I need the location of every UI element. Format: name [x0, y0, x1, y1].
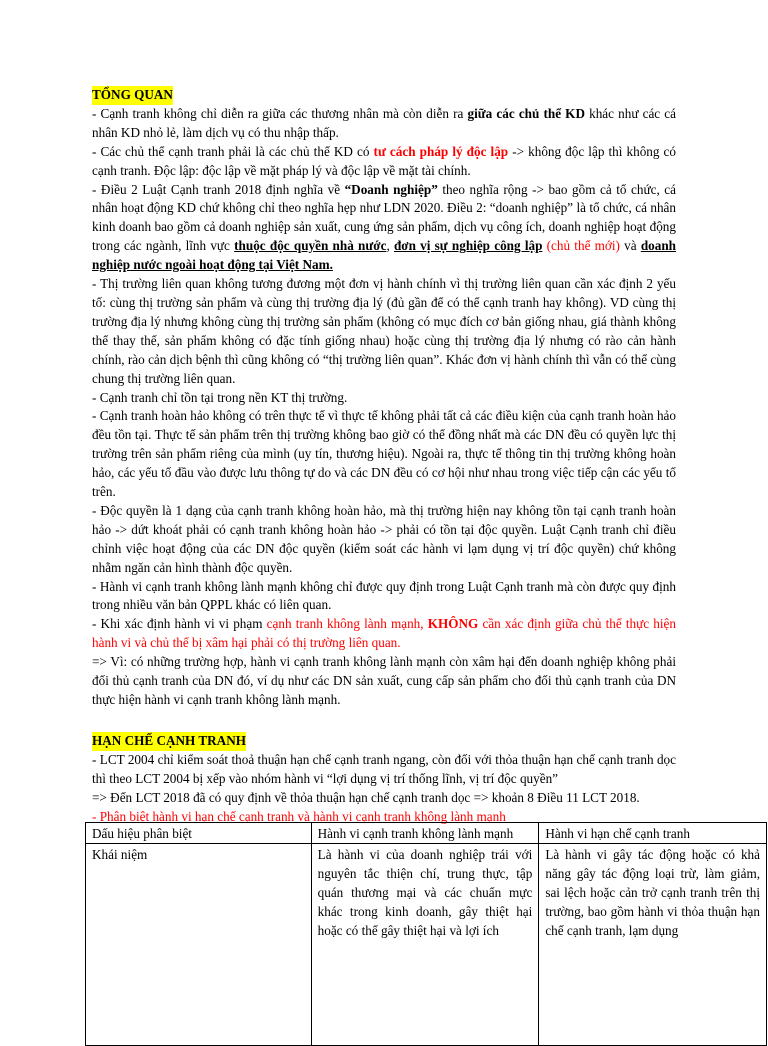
document-body — [92, 86, 676, 826]
paragraph: - Các chủ thể cạnh tranh phải là các chủ thể KD có tư cách pháp lý độc lập -> không độc lập thì không có cạnh tranh. Độc lập: độc lập về mặt pháp lý và độc lập về mặt tài chính. — [92, 143, 677, 178]
paragraph: - Cạnh tranh chỉ tồn tại trong nền KT thị trường. — [92, 389, 348, 405]
paragraph: - Độc quyền là 1 dạng của cạnh tranh không hoàn hảo, mà thị trường hiện nay không tồn tại cạnh tranh hoàn hảo -> dứt khoát phải có cạnh tranh không hoàn hảo -> phải có tồn tại độc quyền. Luật Cạnh tranh chỉ điều chỉnh việc hoạt động của các DN độc quyền (kiểm soát các hành vi lạm dụng vị trí độc quyền) chứ không nhằm ngăn cản hình thành độc quyền. — [92, 502, 676, 575]
paragraph: - LCT 2004 chỉ kiểm soát thoả thuận hạn chế cạnh tranh ngang, còn đối với thỏa thuận hạn chế cạnh tranh dọc thì theo LCT 2004 bị xếp vào nhóm hành vi “lợi dụng vị trí thống lĩnh, vị trí độc quyền” — [92, 751, 676, 786]
table-header-cell: Hành vi cạnh tranh không lành mạnh — [311, 823, 539, 844]
paragraph: - Hành vi cạnh tranh không lành mạnh không chỉ được quy định trong Luật Cạnh tranh mà còn được quy định trong nhiều văn bản QPPL khác có liên quan. — [92, 578, 676, 613]
comparison-table — [85, 822, 767, 1046]
table-row — [86, 844, 767, 1046]
paragraph: - Phân biệt hành vi hạn chế cạnh tranh và hành vi cạnh tranh không lành mạnh — [92, 808, 506, 824]
paragraph: - Cạnh tranh hoàn hảo không có trên thực tế vì thực tế không phải tất cả các điều kiện của cạnh tranh hoàn hảo đều tồn tại. Thực tế sản phẩm trên thị trường không bao giờ có thể đồng nhất mà các DN đều có quyền lực thị trường trên sản phẩm riêng của mình (uy tín, thương hiệu). Ngoài ra, thực tế thông tin thị trường không hoàn hảo, các yếu tố đầu vào được lưu thông tự do và các DN đều có cơ hội như nhau trong việc tiếp cận các yếu tố trên. — [92, 408, 676, 500]
paragraph: => Đến LCT 2018 đã có quy định về thỏa thuận hạn chế cạnh tranh dọc => khoản 8 Điều 11 LCT 2018. — [92, 789, 640, 805]
paragraph: => Vì: có những trường hợp, hành vi cạnh tranh không lành mạnh còn xâm hại đến doanh nghiệp không phải đối thủ cạnh tranh của DN đó, ví dụ như các DN sản xuất, cung cấp sản phẩm cho đối thủ cạnh tranh của DN thực hiện hành vi cạnh tranh không lành mạnh. — [92, 654, 676, 707]
table-header-row — [86, 823, 767, 844]
paragraph: - Khi xác định hành vi vi phạm cạnh tranh không lành mạnh, KHÔNG cần xác định giữa chủ thể thực hiện hành vi và chủ thể bị xâm hại phải có thị trường liên quan. — [92, 616, 676, 651]
table-cell-label: Khái niệm — [86, 844, 312, 1046]
section-heading-overview: TỔNG QUAN — [92, 86, 173, 105]
table-cell-unfair-competition: Là hành vi của doanh nghiệp trái với nguyên tắc thiện chí, trung thực, tập quán thương mại và các chuẩn mực khác trong kinh doanh, gây thiệt hại hoặc có thể gây thiệt hại và lợi ích — [311, 844, 539, 1046]
paragraph: - Cạnh tranh không chỉ diễn ra giữa các thương nhân mà còn diễn ra giữa các chủ thể KD khác như các cá nhân KD nhỏ lẻ, làm dịch vụ có thu nhập thấp. — [92, 105, 676, 140]
paragraph: - Điều 2 Luật Cạnh tranh 2018 định nghĩa về “Doanh nghiệp” theo nghĩa rộng -> bao gồm cả tổ chức, cá nhân hoạt động KD chứ không chỉ theo nghĩa hẹp như LDN 2020. Điều 2: “doanh nghiệp” là tổ chức, cá nhân kinh doanh bao gồm cả doanh nghiệp sản xuất, cung ứng sản phẩm, dịch vụ công ích, doanh nghiệp hoạt động trong các ngành, lĩnh vực thuộc độc quyền nhà nước, đơn vị sự nghiệp công lập (chủ thể mới) và doanh nghiệp nước ngoài hoạt động tại Việt Nam. — [92, 181, 677, 273]
paragraph: - Thị trường liên quan không tương đương một đơn vị hành chính vì thị trường liên quan cần xác định 2 yếu tố: cùng thị trường sản phẩm và cùng thị trường địa lý (đủ gần để có thể cạnh tranh hay không). VD cùng thị trường địa lý nhưng không cùng thị trường sản phẩm (không có mục đích cơ bản giống nhau, giá thành không thể thay thế, sản phẩm không có đặc tính giống nhau) hoặc cùng thị trường địa lý nhưng có rào cản hành chính, rào cản dịch bệnh thì cũng không có “thị trường liên quan”. Khác đơn vị hành chính thì vẫn có thể cùng chung thị trường liên quan. — [92, 276, 676, 386]
table-cell-restrictive-competition: Là hành vi gây tác động hoặc có khả năng gây tác động loại trừ, làm giảm, sai lệch hoặc cản trở cạnh tranh trên thị trường, bao gồm hành vi thỏa thuận hạn chế cạnh tranh, lạm dụng — [539, 844, 767, 1046]
table-header-cell: Dấu hiệu phân biệt — [86, 823, 312, 844]
table-header-cell: Hành vi hạn chế cạnh tranh — [539, 823, 767, 844]
section-heading-restriction: HẠN CHẾ CẠNH TRANH — [92, 732, 246, 751]
